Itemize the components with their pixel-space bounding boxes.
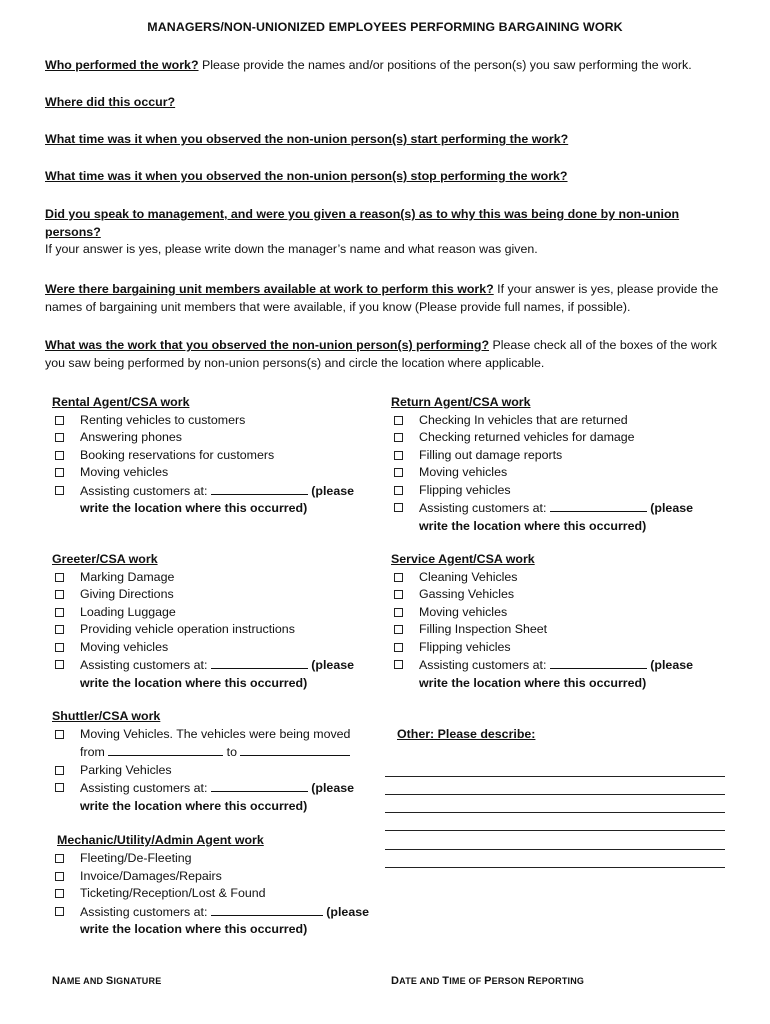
checkbox-item[interactable] [391, 464, 721, 482]
section-mechanic-items [52, 850, 382, 939]
other-line[interactable] [385, 812, 725, 813]
date-time-label [391, 973, 584, 991]
assist-prefix: Assisting customers at: [80, 781, 211, 795]
other-line[interactable] [385, 794, 725, 795]
section-greeter-heading: Greeter/CSA work [52, 552, 158, 566]
assist-suffix: (please [646, 501, 693, 515]
small-caps-letter: T [442, 975, 450, 987]
to-blank[interactable] [240, 743, 350, 756]
checkbox-icon[interactable] [55, 643, 64, 652]
checkbox-label: Booking reservations for customers [80, 447, 275, 462]
checkbox-label: Checking In vehicles that are returned [419, 412, 628, 427]
checkbox-label: Loading Luggage [80, 604, 176, 619]
question-bargaining-members-text: If your answer is yes, please provide the names of bargaining unit members that were available, if you know (Please provide full names, if possible). [45, 282, 719, 314]
question-start-time [45, 131, 735, 149]
from-blank[interactable] [108, 743, 223, 756]
checkbox-label: Giving Directions [80, 587, 174, 601]
checkbox-label: Renting vehicles to customers [80, 412, 246, 427]
assist-prefix: Assisting customers at: [80, 904, 211, 919]
location-blank[interactable] [211, 656, 308, 669]
checkbox-label: Answering phones [80, 430, 182, 444]
checkbox-icon[interactable] [394, 416, 403, 425]
location-blank[interactable] [211, 903, 323, 916]
assist-line2: write the location where this occurred) [80, 501, 308, 515]
question-who-text: Please provide the names and/or positions of the person(s) you saw performing the work. [198, 58, 692, 72]
section-service [391, 551, 721, 692]
form-title: MANAGERS/NON-UNIONIZED EMPLOYEES PERFORMING BARGAINING WORK [147, 20, 623, 34]
checkbox-icon[interactable] [55, 783, 64, 792]
question-management [45, 206, 735, 259]
checkbox-item[interactable] [52, 639, 382, 657]
checkbox-item[interactable] [391, 656, 721, 692]
small-caps-text: EPORTING [535, 976, 585, 986]
assist-line2: write the location where this occurred) [419, 675, 647, 690]
checkbox-item[interactable] [52, 762, 382, 780]
checkbox-item[interactable] [52, 726, 382, 762]
checkbox-label: Moving vehicles [419, 604, 508, 619]
checkbox-icon[interactable] [394, 573, 403, 582]
location-blank[interactable] [211, 482, 308, 495]
small-caps-text: ATE AND [399, 976, 443, 986]
checkbox-item[interactable] [52, 850, 382, 868]
checkbox-label: Gassing Vehicles [419, 587, 515, 601]
checkbox-icon[interactable] [55, 451, 64, 460]
checkbox-item[interactable] [52, 482, 382, 518]
checkbox-icon[interactable] [55, 889, 64, 898]
checkbox-icon[interactable] [394, 590, 403, 599]
checkbox-item[interactable] [52, 656, 382, 692]
location-blank[interactable] [211, 779, 308, 792]
checkbox-icon[interactable] [55, 573, 64, 582]
location-blank[interactable] [550, 656, 647, 669]
section-service-heading: Service Agent/CSA work [391, 552, 535, 566]
assist-suffix: (please [307, 658, 354, 672]
question-management-label: Did you speak to management, and were you given a reason(s) as to why this was being done by non-union persons? [45, 207, 680, 239]
checkbox-icon[interactable] [394, 486, 403, 495]
small-caps-letter: N [52, 975, 61, 987]
section-mechanic-heading: Mechanic/Utility/Admin Agent work [57, 833, 264, 847]
checkbox-icon[interactable] [55, 416, 64, 425]
checkbox-icon[interactable] [394, 468, 403, 477]
other-line[interactable] [385, 849, 725, 850]
other-line[interactable] [385, 776, 725, 777]
checkbox-icon[interactable] [394, 433, 403, 442]
checkbox-label: Invoice/Damages/Repairs [80, 868, 222, 883]
section-greeter [52, 551, 382, 692]
question-bargaining-members [45, 281, 735, 316]
question-work-observed-label: What was the work that you observed the non-union person(s) performing? [45, 338, 490, 352]
checkbox-icon[interactable] [55, 625, 64, 634]
checkbox-icon[interactable] [55, 433, 64, 442]
from-label: from [80, 745, 109, 759]
checkbox-icon[interactable] [55, 486, 64, 495]
checkbox-icon[interactable] [394, 643, 403, 652]
section-shuttler [52, 708, 382, 815]
checkbox-item[interactable] [391, 569, 721, 587]
section-rental [52, 394, 382, 518]
checkbox-item[interactable] [52, 429, 382, 447]
checkbox-item[interactable] [52, 586, 382, 604]
question-who-label: Who performed the work? [45, 58, 199, 72]
other-line[interactable] [385, 830, 725, 831]
question-management-text: If your answer is yes, please write down the manager’s name and what reason was given. [45, 242, 538, 256]
checkbox-item[interactable] [52, 779, 382, 815]
checkbox-icon[interactable] [394, 503, 403, 512]
assist-line2: write the location where this occurred) [80, 798, 308, 813]
question-work-observed [45, 337, 735, 372]
checkbox-icon[interactable] [55, 872, 64, 881]
checkbox-label: Parking Vehicles [80, 762, 172, 777]
checkbox-icon[interactable] [55, 730, 64, 739]
other-label-text: Other: Please describe: [397, 727, 536, 741]
question-work-observed-text: Please check all of the boxes of the work you saw being performed by non-union persons(s) and circle the location where applicable. [45, 338, 718, 370]
checkbox-label: Flipping vehicles [419, 482, 511, 497]
checkbox-item[interactable] [391, 412, 721, 430]
other-line[interactable] [385, 867, 725, 868]
checkbox-label: Fleeting/De-Fleeting [80, 851, 192, 865]
small-caps-text: IME OF [449, 976, 485, 986]
question-start-time-label: What time was it when you observed the non-union person(s) start performing the work? [45, 132, 569, 146]
checkbox-icon[interactable] [394, 625, 403, 634]
checkbox-label: Moving Vehicles. The vehicles were being moved [80, 726, 351, 741]
name-signature-label [52, 973, 161, 991]
assist-prefix: Assisting customers at: [80, 483, 211, 498]
checkbox-label: Moving vehicles [80, 639, 169, 654]
checkbox-icon[interactable] [55, 854, 64, 863]
checkbox-item[interactable] [52, 903, 382, 939]
checkbox-icon[interactable] [55, 468, 64, 477]
other-label [397, 726, 535, 744]
checkbox-item[interactable] [391, 447, 721, 465]
small-caps-letter: S [105, 975, 114, 987]
checkbox-icon[interactable] [55, 660, 64, 669]
assist-suffix: (please [646, 658, 693, 672]
section-mechanic [57, 832, 387, 850]
question-who [45, 57, 735, 75]
checkbox-icon[interactable] [55, 608, 64, 617]
location-blank[interactable] [550, 499, 647, 512]
question-stop-time-label: What time was it when you observed the non-union person(s) stop performing the work? [45, 169, 568, 183]
assist-suffix: (please [307, 483, 354, 498]
checkbox-icon[interactable] [394, 608, 403, 617]
to-label: to [223, 745, 241, 759]
checkbox-item[interactable] [52, 621, 382, 639]
small-caps-letter: R [527, 975, 536, 987]
checkbox-label: Filling Inspection Sheet [419, 622, 548, 636]
section-return-heading: Return Agent/CSA work [391, 395, 531, 409]
checkbox-item[interactable] [391, 499, 721, 535]
checkbox-item[interactable] [52, 447, 382, 465]
checkbox-item[interactable] [52, 885, 382, 903]
section-return [391, 394, 721, 535]
small-caps-letter: P [484, 975, 492, 987]
checkbox-item[interactable] [52, 569, 382, 587]
checkbox-icon[interactable] [394, 660, 403, 669]
checkbox-item[interactable] [52, 464, 382, 482]
assist-line2: write the location where this occurred) [80, 675, 308, 690]
checkbox-icon[interactable] [55, 907, 64, 916]
question-bargaining-members-label: Were there bargaining unit members available at work to perform this work? [45, 282, 494, 296]
checkbox-label: Providing vehicle operation instructions [80, 622, 295, 636]
small-caps-letter: D [391, 975, 400, 987]
checkbox-item[interactable] [52, 412, 382, 430]
checkbox-item[interactable] [391, 482, 721, 500]
checkbox-label: Checking returned vehicles for damage [419, 430, 635, 444]
assist-suffix: (please [307, 781, 354, 795]
checkbox-label: Marking Damage [80, 569, 175, 584]
checkbox-label: Ticketing/Reception/Lost & Found [80, 886, 266, 900]
checkbox-icon[interactable] [394, 451, 403, 460]
checkbox-icon[interactable] [55, 590, 64, 599]
checkbox-item[interactable] [391, 621, 721, 639]
section-rental-heading: Rental Agent/CSA work [52, 395, 190, 409]
checkbox-label: Filling out damage reports [419, 447, 563, 462]
checkbox-item[interactable] [391, 429, 721, 447]
assist-prefix: Assisting customers at: [419, 501, 550, 515]
checkbox-icon[interactable] [55, 766, 64, 775]
checkbox-item[interactable] [391, 586, 721, 604]
small-caps-text: AME AND [60, 976, 106, 986]
checkbox-item[interactable] [52, 604, 382, 622]
checkbox-item[interactable] [52, 868, 382, 886]
checkbox-label: Moving vehicles [419, 465, 508, 479]
checkbox-label: Moving vehicles [80, 465, 169, 479]
small-caps-text: ERSON [491, 976, 528, 986]
assist-line2: write the location where this occurred) [80, 922, 308, 936]
question-where-label: Where did this occur? [45, 95, 176, 109]
assist-prefix: Assisting customers at: [80, 658, 211, 672]
checkbox-label: Cleaning Vehicles [419, 569, 518, 584]
assist-line2: write the location where this occurred) [419, 518, 647, 533]
checkbox-label: Flipping vehicles [419, 639, 511, 654]
assist-suffix: (please [322, 904, 369, 919]
checkbox-item[interactable] [391, 604, 721, 622]
small-caps-text: IGNATURE [113, 976, 162, 986]
assist-prefix: Assisting customers at: [419, 658, 550, 672]
question-stop-time [45, 168, 735, 186]
checkbox-item[interactable] [391, 639, 721, 657]
section-shuttler-heading: Shuttler/CSA work [52, 709, 161, 723]
question-where [45, 94, 735, 112]
